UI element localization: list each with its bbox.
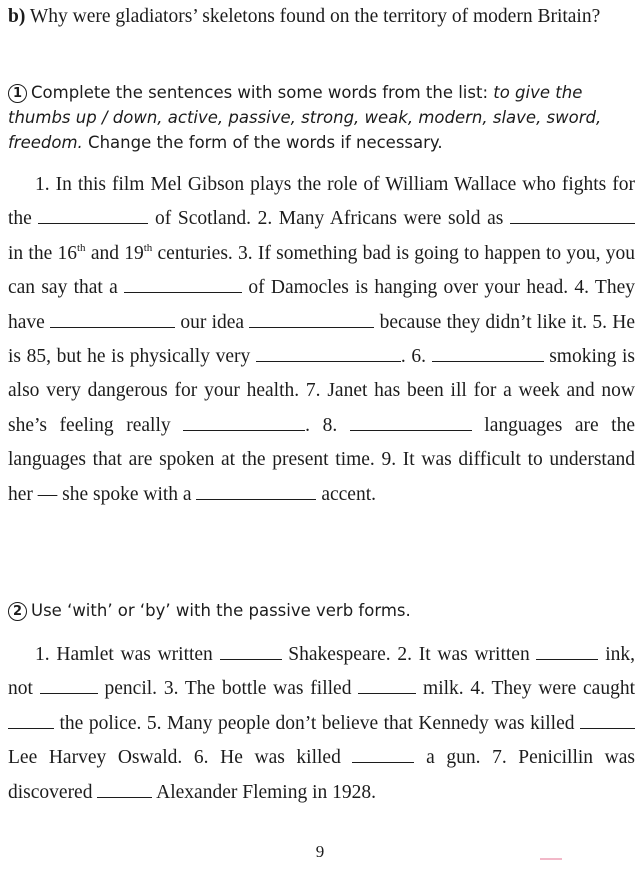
sentence-text: pencil. 3. The bottle was filled: [97, 678, 359, 700]
answer-blank[interactable]: [350, 416, 472, 431]
answer-blank[interactable]: [50, 313, 175, 328]
answer-blank[interactable]: [358, 679, 416, 694]
sentence-text: of Scotland. 2. Many Africans were sold as: [148, 208, 510, 230]
sentence-text: Shakespeare. 2. It was written: [281, 644, 537, 665]
sentence-text: Lee Harvey Oswald. 6. He was killed: [8, 747, 353, 769]
exercise-1-text: [8, 168, 635, 512]
sentence-text: because they didn’t like it. 5. He is 85, but he is physically very: [8, 311, 635, 368]
sentence-text: in the 16: [8, 242, 77, 264]
sentence-text: the police. 5. Many people don’t believe that Kennedy was killed: [54, 712, 580, 734]
answer-blank[interactable]: [40, 679, 98, 694]
answer-blank[interactable]: [510, 209, 635, 224]
sentence-text: ink, not: [8, 644, 635, 700]
answer-blank[interactable]: [256, 347, 401, 362]
answer-blank[interactable]: [580, 714, 635, 729]
answer-blank[interactable]: [249, 313, 374, 328]
sentence-text: languages are the languages that are spoken at the present time. 9. It was difficult to understand her — she spoke with a: [8, 414, 635, 505]
sentence-text: a gun. 7. Penicillin was discovered: [8, 747, 635, 803]
sentence-text: centuries. 3. If something bad is going to happen to you, you can say that a: [8, 242, 635, 299]
sentence-text: . 6.: [400, 346, 432, 368]
sentence-text: 1. Hamlet was written: [35, 644, 220, 665]
answer-blank[interactable]: [196, 485, 316, 500]
answer-blank[interactable]: [220, 645, 282, 660]
answer-blank[interactable]: [8, 714, 54, 729]
sentence-text: accent.: [316, 483, 377, 505]
answer-blank[interactable]: [432, 347, 544, 362]
sentence-text: and 19: [85, 242, 144, 264]
exercise-1-instruction: [8, 80, 636, 155]
answer-blank[interactable]: [38, 209, 148, 224]
exercise-2-instruction: [8, 598, 636, 623]
sentence-text: 1. In this film Mel Gibson plays the role of William Wallace who fights for the: [8, 174, 635, 230]
answer-blank[interactable]: [97, 783, 152, 798]
instruction-start: Complete the sentences with some words from the list:: [31, 83, 494, 102]
question-b: [8, 4, 634, 29]
answer-blank[interactable]: [352, 748, 414, 763]
exercise-1-number-badge: 1: [8, 84, 27, 103]
exercise-2-text: [8, 638, 635, 810]
instruction-text: Use ‘with’ or ‘by’ with the passive verb forms.: [31, 601, 411, 620]
superscript: th: [77, 241, 86, 254]
exercise-2-number-badge: 2: [8, 602, 27, 621]
pink-mark: [540, 858, 562, 860]
sentence-text: . 8.: [305, 414, 350, 436]
superscript: th: [143, 241, 153, 254]
question-text: Why were gladiators’ skeletons found on the territory of modern Britain?: [25, 6, 601, 27]
sentence-text: Alexander Fleming in 1928.: [152, 781, 377, 803]
answer-blank[interactable]: [124, 278, 242, 293]
page-number: 9: [315, 842, 325, 861]
answer-blank[interactable]: [536, 645, 598, 660]
question-letter: b): [8, 6, 26, 27]
sentence-text: of Damocles is hanging over your head. 4. They have: [8, 277, 636, 333]
sentence-text: milk. 4. They were caught: [416, 678, 636, 700]
instruction-end: Change the form of the words if necessary.: [82, 133, 443, 152]
word-list: to give the thumbs up / down, active, passive, strong, weak, modern, slave, sword, freedom.: [8, 83, 602, 152]
sentence-text: smoking is also very dangerous for your health. 7. Janet has been ill for a week and now she’s feeling really: [8, 346, 636, 436]
sentence-text: our idea: [175, 311, 250, 333]
answer-blank[interactable]: [183, 416, 305, 431]
